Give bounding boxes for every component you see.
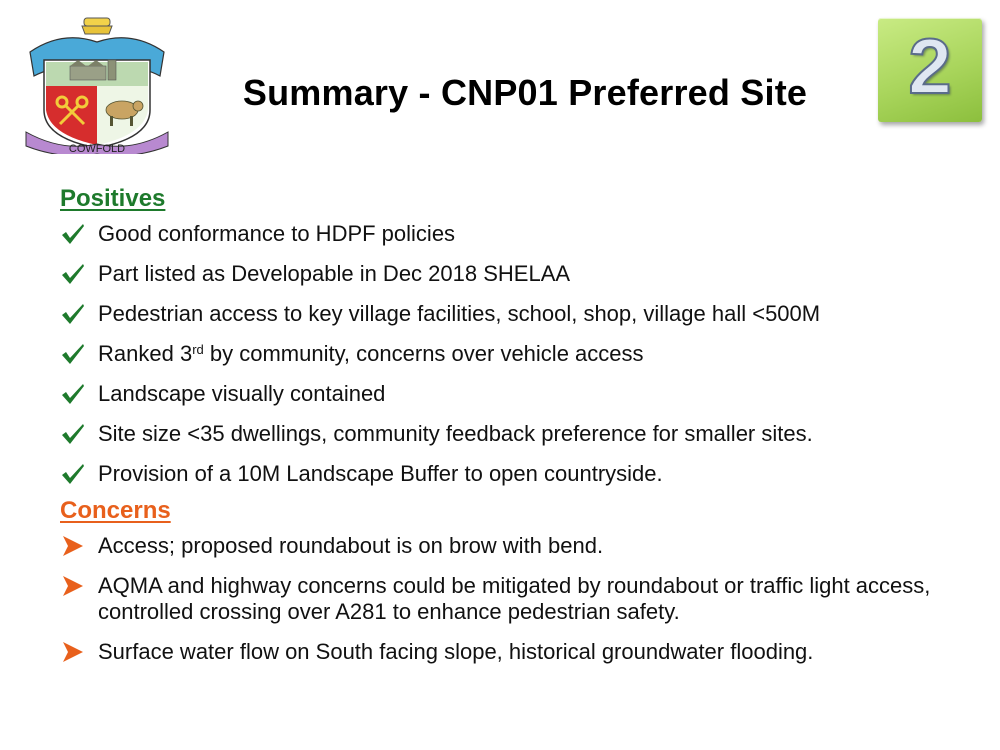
list-item [60, 261, 960, 287]
checkmark-icon [60, 462, 86, 486]
positive-item-text: Landscape visually contained [98, 381, 386, 406]
positive-item-text: Part listed as Developable in Dec 2018 SHELAA [98, 261, 571, 286]
concerns-list [60, 533, 960, 665]
list-item [60, 221, 960, 247]
arrow-bullet-icon [60, 534, 86, 558]
positive-item-text: Ranked 3rd by community, concerns over vehicle access [98, 341, 644, 366]
checkmark-icon [60, 262, 86, 286]
list-item [60, 573, 960, 625]
concern-item-text: AQMA and highway concerns could be mitigated by roundabout or traffic light access, controlled crossing over A281 to enhance pedestrian safety. [98, 573, 931, 624]
arrow-bullet-icon [60, 640, 86, 664]
concerns-heading: Concerns [60, 497, 171, 524]
list-item [60, 421, 960, 447]
positive-item-text: Site size <35 dwellings, community feedback preference for smaller sites. [98, 421, 813, 446]
arrow-bullet-icon [60, 574, 86, 598]
slide-content [60, 185, 960, 665]
checkmark-icon [60, 222, 86, 246]
list-item [60, 533, 960, 559]
checkmark-icon [60, 422, 86, 446]
positive-item-text: Pedestrian access to key village facilities, school, shop, village hall <500M [98, 301, 821, 326]
checkmark-icon [60, 382, 86, 406]
list-item [60, 461, 960, 487]
crest-banner-text: COWFOLD [68, 143, 126, 154]
list-item [60, 639, 960, 665]
page-title: Summary - CNP01 Preferred Site [242, 72, 808, 113]
slide-number: 2 [908, 22, 952, 110]
concern-item-text: Access; proposed roundabout is on brow with bend. [98, 533, 604, 558]
cowfold-crest-logo [22, 14, 172, 154]
list-item [60, 381, 960, 407]
slide-number-badge [878, 18, 982, 122]
checkmark-icon [60, 342, 86, 366]
positive-item-text: Provision of a 10M Landscape Buffer to open countryside. [98, 461, 663, 486]
checkmark-icon [60, 302, 86, 326]
positives-heading: Positives [60, 185, 166, 212]
positive-item-text: Good conformance to HDPF policies [98, 221, 456, 246]
concern-item-text: Surface water flow on South facing slope, historical groundwater flooding. [98, 639, 814, 664]
list-item [60, 301, 960, 327]
positives-list [60, 221, 960, 487]
list-item [60, 341, 960, 367]
